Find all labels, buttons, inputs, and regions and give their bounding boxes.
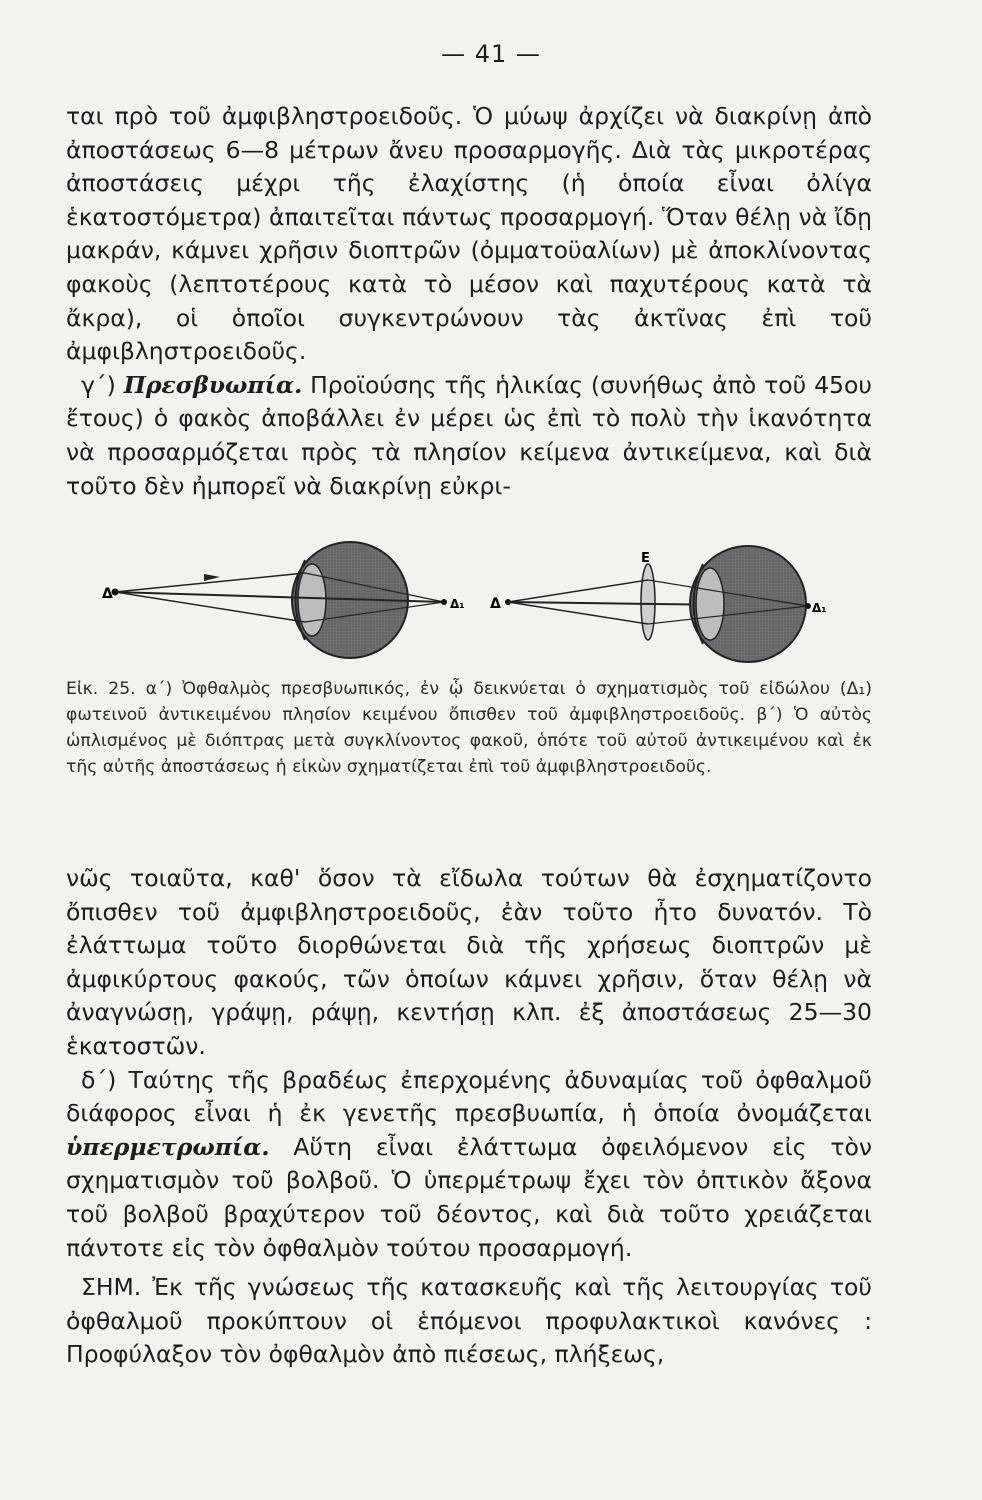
caption-label: Εἰκ. 25. [66, 679, 136, 699]
left-object-label: Δ [102, 586, 113, 602]
caption-text-a: α΄) Ὀφθαλμὸς πρεσβυωπικός, ἐν ᾧ δεικνύεται ὁ σχηματισμὸς τοῦ εἰδώλου (Δ₁) φωτεινοῦ ἀντικειμένου πλησίον κειμένου ὄπισθεν τοῦ ἀμφιβληστροειδοῦς. [66, 679, 872, 725]
hypermetropia-term: ὑπερμετρωπία. [66, 1132, 270, 1161]
right-ray-upper [508, 580, 648, 602]
left-image-label: Δ₁ [450, 597, 465, 611]
presbyopia-term: Πρεσβυωπία. [123, 370, 303, 399]
continuation-paragraph: νῶς τοιαῦτα, καθ' ὅσον τὰ εἴδωλα τούτων θὰ ἐσχηματίζοντο ὄπισθεν τοῦ ἀμφιβληστροειδοῦς, ἐὰν τοῦτο ἦτο δυνατόν. Τὸ ἐλάττωμα τοῦτο διορθώνεται διὰ τῆς χρήσεως διοπτρῶν μὲ ἀμφικύρτους φακούς, τῶν ὁποίων κάμνει χρῆσιν, ὅταν θέλῃ νὰ ἀναγνώσῃ, γράψῃ, ράψῃ, κεντήσῃ κλπ. ἐξ ἀποστάσεως 25—30 ἑκατοστῶν. [66, 864, 872, 1060]
lower-text [66, 862, 872, 1372]
left-image-point [441, 599, 447, 605]
right-eye-lens [696, 568, 724, 640]
hypermetropia-text-after: Αὕτη εἶναι ἐλάττωμα ὀφειλόμενον εἰς τὸν σχηματισμὸν τοῦ βολβοῦ. Ὁ ὑπερμέτρωψ ἔχει τὸν ὀπτικὸν ἄξονα τοῦ βολβοῦ βραχύτερον τοῦ δέοντος, καὶ διὰ τοῦτο χρειάζεται πάντοτε εἰς τὸν ὀφθαλμὸν τούτου προσαρμογή. [66, 1132, 872, 1262]
note-label: ΣΗΜ. [81, 1273, 142, 1302]
right-ray-lower [508, 602, 648, 624]
hypermetropia-paragraph [66, 1064, 872, 1266]
top-paragraph-text: ται πρὸ τοῦ ἀμφιβληστροειδοῦς. Ὁ μύωψ ἀρχίζει νὰ διακρίνῃ ἀπὸ ἀποστάσεως 6—8 μέτρων ἄνευ προσαρμογῆς. Διὰ τὰς μικροτέρας ἀποστάσεις μέχρι τῆς ἐλαχίστης (ἡ ὁποία εἶναι ὀλίγα ἑκατοστόμετρα) ἀπαιτεῖται πάντως προσαρμογή. Ὅταν θέλῃ νὰ ἴδῃ μακράν, κάμνει χρῆσιν διοπτρῶν (ὀμματοϋαλίων) μὲ ἀποκλίνοντας φακοὺς (λεπτοτέρους κατὰ τὸ μέσον καὶ παχυτέρους κατὰ τὰ ἄκρα), οἱ ὁποῖοι συγκεντρώνουν τὰς ἀκτῖνας ἐπὶ τοῦ ἀμφιβληστροειδοῦς. [66, 102, 872, 366]
corrective-lens [641, 564, 655, 640]
figure-caption [66, 676, 872, 780]
left-eye-diagram [102, 542, 465, 658]
right-object-label: Δ [490, 596, 501, 612]
caption-text-b: β΄) Ὁ αὐτὸς ὡπλισμένος μὲ διόπτρας μετὰ συγκλίνοντος φακοῦ, ὁπότε τοῦ αὐτοῦ ἀντικειμένου καὶ ἐκ τῆς αὐτῆς ἀποστάσεως ἡ εἰκὼν σχηματίζεται ἐπὶ τοῦ ἀμφιβληστροειδοῦς. [66, 705, 872, 777]
right-image-point [805, 603, 811, 609]
presbyopia-label: γ΄) [81, 370, 116, 399]
top-paragraph [66, 100, 872, 503]
hypermetropia-text-before: Ταύτης τῆς βραδέως ἐπερχομένης ἀδυναμίας τοῦ ὀφθαλμοῦ διάφορος εἶναι ἡ ἐκ γενετῆς πρεσβυωπία, ἡ ὁποία ὀνομάζεται [66, 1065, 872, 1128]
presbyopia-text: Προϊούσης τῆς ἡλικίας (συνήθως ἀπὸ τοῦ 45ου ἔτους) ὁ φακὸς ἀποβάλλει ἐν μέρει ὡς ἐπὶ τὸ πολὺ τὴν ἱκανότητα νὰ προσαρμόζεται πρὸς τὰ πλησίον κείμενα ἀντικείμενα, καὶ διὰ τοῦτο δὲν ἠμπορεῖ νὰ διακρίνῃ εὐκρι- [66, 370, 872, 500]
right-eye-diagram [490, 546, 827, 662]
note-text: Ἐκ τῆς γνώσεως τῆς κατασκευῆς καὶ τῆς λειτουργίας τοῦ ὀφθαλμοῦ προκύπτουν οἱ ἑπόμενοι προφυλακτικοὶ κανόνες : Προφύλαξον τὸν ὀφθαλμὸν ἀπὸ πιέσεως, πλήξεως, [66, 1273, 872, 1369]
presbyopia-figure [100, 530, 840, 675]
page-number: — 41 — [441, 40, 541, 68]
presbyopia-paragraph [66, 369, 872, 503]
hypermetropia-label: δ΄) [81, 1065, 117, 1094]
right-image-label: Δ₁ [812, 601, 827, 615]
corrective-lens-label: Ε [641, 551, 650, 566]
note-paragraph [66, 1271, 872, 1372]
left-arrowhead [204, 574, 220, 581]
